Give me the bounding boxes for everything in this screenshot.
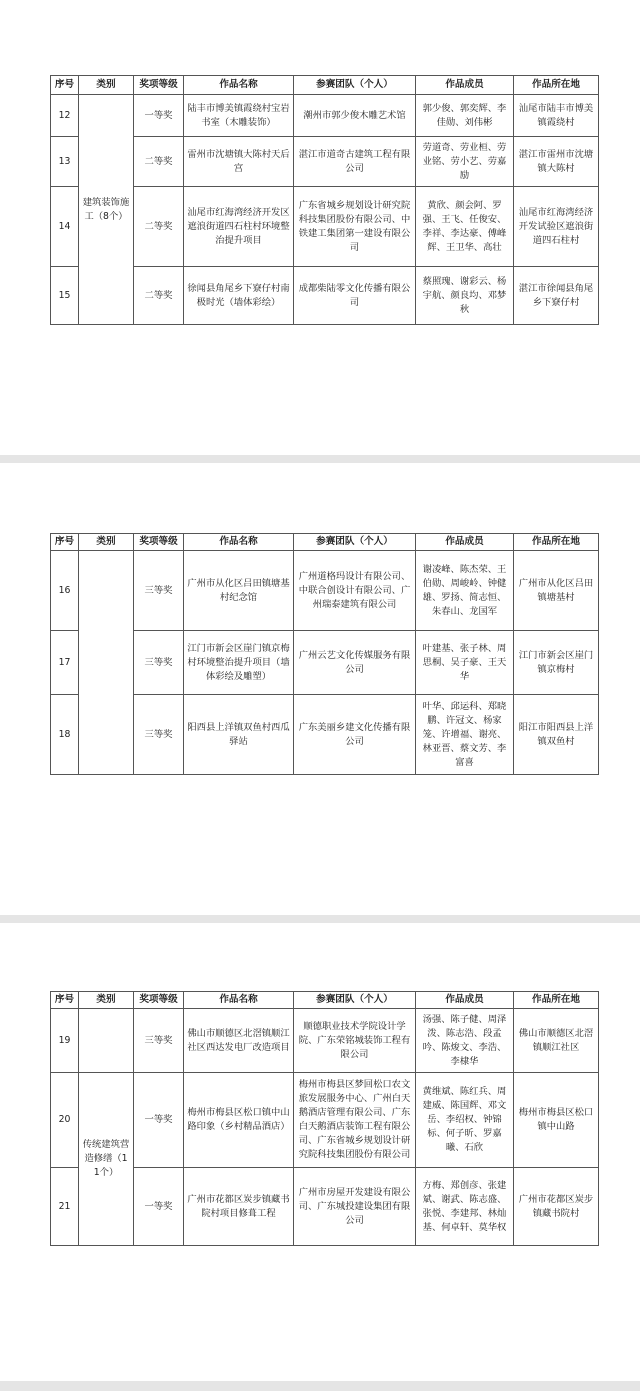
cell-members: 郭少俊、郭奕辉、李佳勋、刘伟彬 <box>416 95 514 137</box>
cell-award: 三等奖 <box>134 695 184 775</box>
cell-team: 顺德职业技术学院设计学院、广东荣铭城装饰工程有限公司 <box>294 1009 416 1073</box>
cell-location: 广州市花都区炭步镇藏书院村 <box>514 1168 599 1246</box>
table-header-row <box>51 534 599 551</box>
header-work-name: 作品名称 <box>184 76 294 95</box>
header-team: 参赛团队（个人） <box>294 76 416 95</box>
cell-work-name: 徐闻县角尾乡下寮仔村南极时光（墙体彩绘） <box>184 267 294 325</box>
cell-no: 12 <box>51 95 79 137</box>
document-page-3 <box>0 923 640 1381</box>
table-row <box>51 187 599 267</box>
header-location: 作品所在地 <box>514 534 599 551</box>
header-no: 序号 <box>51 534 79 551</box>
cell-location: 广州市从化区吕田镇塘基村 <box>514 551 599 631</box>
table-row <box>51 137 599 187</box>
table-row <box>51 695 599 775</box>
cell-location: 汕尾市红海湾经济开发试验区遮浪街道四石柱村 <box>514 187 599 267</box>
cell-team: 潮州市郭少俊木雕艺术馆 <box>294 95 416 137</box>
cell-category: 传统建筑营造修缮（11个） <box>79 1073 134 1246</box>
cell-work-name: 广州市从化区吕田镇塘基村纪念馆 <box>184 551 294 631</box>
document-page-2 <box>0 463 640 915</box>
cell-members: 谢凌峰、陈杰荣、王伯勋、周峻岭、钟健雄、罗扬、简志恒、朱春山、龙国军 <box>416 551 514 631</box>
cell-location: 汕尾市陆丰市博美镇霞绕村 <box>514 95 599 137</box>
cell-team: 成都柴陆零文化传播有限公司 <box>294 267 416 325</box>
cell-location: 江门市新会区崖门镇京梅村 <box>514 631 599 695</box>
cell-work-name: 陆丰市博美镇霞绕村宝岩书室（木雕装饰） <box>184 95 294 137</box>
header-category: 类别 <box>79 992 134 1009</box>
cell-no: 18 <box>51 695 79 775</box>
cell-team: 广州市房屋开发建设有限公司、广东城投建设集团有限公司 <box>294 1168 416 1246</box>
table-row <box>51 95 599 137</box>
cell-no: 16 <box>51 551 79 631</box>
cell-work-name: 广州市花都区炭步镇藏书院村项目修葺工程 <box>184 1168 294 1246</box>
header-no: 序号 <box>51 992 79 1009</box>
header-team: 参赛团队（个人） <box>294 992 416 1009</box>
cell-team: 广州云艺文化传媒服务有限公司 <box>294 631 416 695</box>
cell-members: 叶建基、张子林、周思桐、吴子豪、王天华 <box>416 631 514 695</box>
cell-award: 三等奖 <box>134 631 184 695</box>
header-award: 奖项等级 <box>134 992 184 1009</box>
cell-award: 二等奖 <box>134 187 184 267</box>
table-row <box>51 267 599 325</box>
cell-members: 方梅、郑创彦、张建斌、谢武、陈志盛、张悦、李建邦、林灿基、何卓轩、莫华权 <box>416 1168 514 1246</box>
cell-members: 黄维斌、陈红兵、周建威、陈国辉、邓文岳、李绍权、钟锦标、何子昕、罗嘉曦、石欣 <box>416 1073 514 1168</box>
header-work-name: 作品名称 <box>184 534 294 551</box>
cell-location: 阳江市阳西县上洋镇双鱼村 <box>514 695 599 775</box>
header-work-name: 作品名称 <box>184 992 294 1009</box>
header-category: 类别 <box>79 76 134 95</box>
table-row <box>51 1009 599 1073</box>
cell-members: 劳道奇、劳业桓、劳业铭、劳小艺、劳嘉励 <box>416 137 514 187</box>
cell-location: 梅州市梅县区松口镇中山路 <box>514 1073 599 1168</box>
cell-work-name: 雷州市沈塘镇大陈村天后宫 <box>184 137 294 187</box>
cell-members: 汤强、陈子健、周泽泼、陈志浩、段孟吟、陈焌文、李浩、李棣华 <box>416 1009 514 1073</box>
cell-category: 建筑装饰施工（8个） <box>79 95 134 325</box>
cell-award: 二等奖 <box>134 267 184 325</box>
table-row <box>51 631 599 695</box>
cell-no: 14 <box>51 187 79 267</box>
header-award: 奖项等级 <box>134 76 184 95</box>
cell-location: 湛江市雷州市沈塘镇大陈村 <box>514 137 599 187</box>
cell-team: 湛江市道奇古建筑工程有限公司 <box>294 137 416 187</box>
header-location: 作品所在地 <box>514 76 599 95</box>
cell-work-name: 江门市新会区崖门镇京梅村环境整治提升项目（墙体彩绘及雕塑） <box>184 631 294 695</box>
cell-category <box>79 551 134 775</box>
header-members: 作品成员 <box>416 992 514 1009</box>
cell-location: 佛山市顺德区北滘镇顺江社区 <box>514 1009 599 1073</box>
header-award: 奖项等级 <box>134 534 184 551</box>
cell-award: 二等奖 <box>134 137 184 187</box>
cell-team: 梅州市梅县区梦回松口农文旅发展服务中心、广州白天鹅酒店管理有限公司、广东白天鹅酒店装饰工程有限公司、广东省城乡规划设计研究院科技集团股份有限公司 <box>294 1073 416 1168</box>
award-table-3 <box>50 991 599 1246</box>
table-header-row <box>51 76 599 95</box>
cell-award: 三等奖 <box>134 1009 184 1073</box>
cell-no: 19 <box>51 1009 79 1073</box>
cell-award: 三等奖 <box>134 551 184 631</box>
cell-award: 一等奖 <box>134 95 184 137</box>
cell-award: 一等奖 <box>134 1073 184 1168</box>
header-no: 序号 <box>51 76 79 95</box>
cell-team: 广东省城乡规划设计研究院科技集团股份有限公司、中铁建工集团第一建设有限公司 <box>294 187 416 267</box>
cell-no: 15 <box>51 267 79 325</box>
table-row <box>51 551 599 631</box>
header-members: 作品成员 <box>416 534 514 551</box>
header-members: 作品成员 <box>416 76 514 95</box>
cell-no: 21 <box>51 1168 79 1246</box>
table-row <box>51 1168 599 1246</box>
cell-work-name: 汕尾市红海湾经济开发区遮浪街道四石柱村环境整治提升项目 <box>184 187 294 267</box>
cell-work-name: 佛山市顺德区北滘镇顺江社区西达发电厂改造项目 <box>184 1009 294 1073</box>
cell-work-name: 梅州市梅县区松口镇中山路印象（乡村精品酒店） <box>184 1073 294 1168</box>
award-table-1 <box>50 75 599 325</box>
cell-team: 广州道格玛设计有限公司、中联合创设计有限公司、广州瑞泰建筑有限公司 <box>294 551 416 631</box>
cell-members: 黄欣、颜会阿、罗强、王飞、任俊安、李祥、李达豪、傅峰辉、王卫华、高壮 <box>416 187 514 267</box>
header-location: 作品所在地 <box>514 992 599 1009</box>
cell-no: 17 <box>51 631 79 695</box>
cell-no: 20 <box>51 1073 79 1168</box>
cell-members: 蔡照瑰、谢彩云、杨宇航、颜良均、邓梦秋 <box>416 267 514 325</box>
table-row <box>51 1073 599 1168</box>
header-team: 参赛团队（个人） <box>294 534 416 551</box>
table-header-row <box>51 992 599 1009</box>
document-page-1 <box>0 0 640 455</box>
header-category: 类别 <box>79 534 134 551</box>
cell-category-empty <box>79 1009 134 1073</box>
cell-members: 叶华、邱运科、郑晓鹏、许冠文、杨家笼、许增福、谢亮、林亚晋、蔡文芳、李富喜 <box>416 695 514 775</box>
cell-team: 广东美丽乡建文化传播有限公司 <box>294 695 416 775</box>
cell-award: 一等奖 <box>134 1168 184 1246</box>
cell-work-name: 阳西县上洋镇双鱼村西瓜驿站 <box>184 695 294 775</box>
cell-no: 13 <box>51 137 79 187</box>
award-table-2 <box>50 533 599 775</box>
cell-location: 湛江市徐闻县角尾乡下寮仔村 <box>514 267 599 325</box>
